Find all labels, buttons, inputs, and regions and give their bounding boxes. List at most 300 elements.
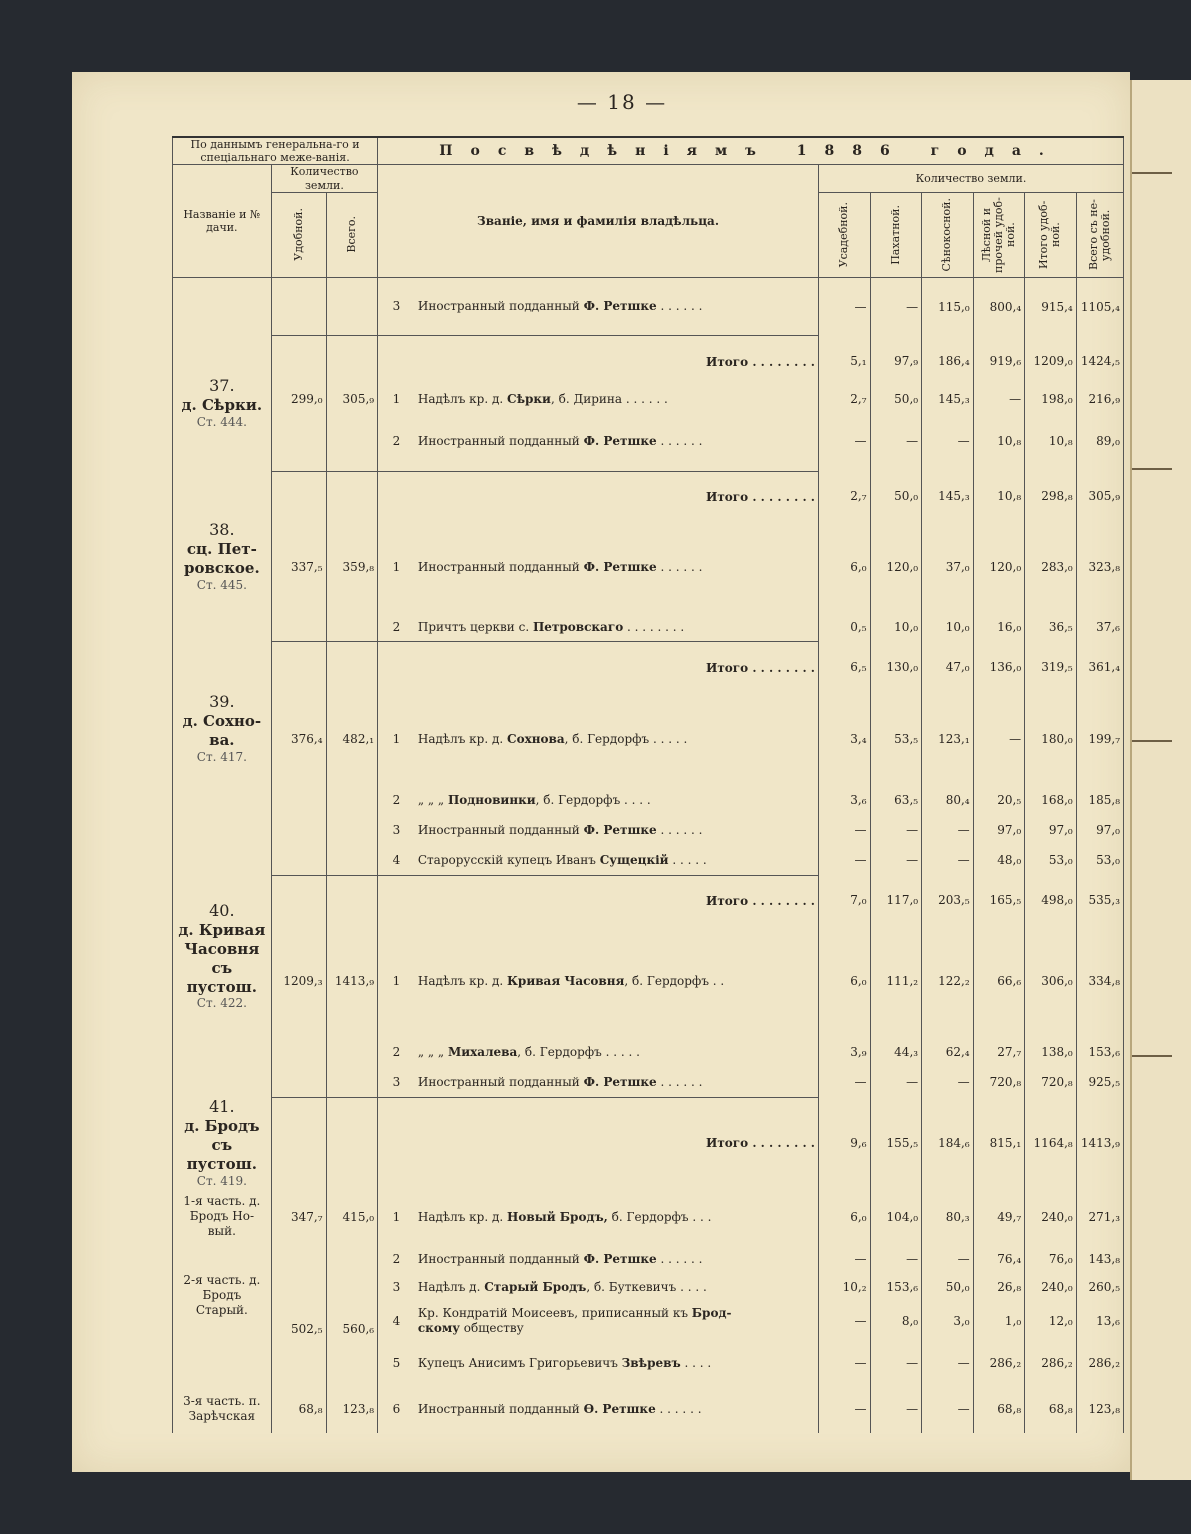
- dacha-name: д. Сохно-ва.: [182, 712, 262, 749]
- owner-text: Иностранный подданный: [417, 1075, 584, 1089]
- value-cell: 283,₀: [1025, 521, 1077, 613]
- header-qty-left: Количество земли.: [271, 165, 377, 192]
- value-cell: 50,₀: [870, 387, 922, 411]
- row-number: 1: [392, 974, 401, 989]
- value-cell: 5,₁: [818, 335, 870, 387]
- dacha-cell: [173, 335, 272, 471]
- value-cell: 27,₇: [973, 1037, 1025, 1067]
- owner-name: Ф. Ретшке: [583, 299, 657, 314]
- dacha-part: 2-я часть. д. Бродъ Старый.: [173, 1273, 272, 1385]
- value-cell: —: [870, 1067, 922, 1097]
- value-cell: 720,₈: [1025, 1067, 1077, 1097]
- area-udobnoy: 502,₅: [271, 1273, 326, 1385]
- dacha-cell: [173, 875, 272, 1037]
- value-cell: —: [818, 845, 870, 875]
- value-cell: —: [818, 277, 870, 335]
- row-number: 4: [392, 1313, 401, 1328]
- value-cell: 89,₀: [1076, 411, 1123, 471]
- empty-cell: [271, 1067, 326, 1097]
- value-cell: —: [818, 1301, 870, 1341]
- total-row: [173, 641, 1124, 693]
- owner-text: , б. Гердорфъ . . . . .: [517, 1045, 640, 1060]
- row-number: [378, 471, 415, 521]
- table-row: [173, 1273, 1124, 1301]
- owner-text: , б. Дирина . . . . . .: [550, 392, 668, 407]
- value-cell: —: [870, 1341, 922, 1385]
- value-cell: 3,₀: [922, 1301, 974, 1341]
- area-vsego: [326, 471, 378, 521]
- header-row-1: [173, 137, 1124, 165]
- area-vsego: [326, 875, 378, 925]
- owner-text: . . . . . .: [655, 1401, 702, 1416]
- value-cell: 919,₆: [973, 335, 1025, 387]
- owner-name: Ф. Ретшке: [583, 434, 657, 448]
- header-col-usadebnoy: Усадебной.: [818, 192, 870, 277]
- dacha-number: 41.: [209, 1097, 235, 1117]
- value-cell: 53,₀: [1025, 845, 1077, 875]
- value-cell: 306,₀: [1025, 925, 1077, 1037]
- value-cell: 153,₆: [1076, 1037, 1123, 1067]
- owner-cell: [415, 387, 819, 411]
- value-cell: 37,₆: [1076, 613, 1123, 641]
- owner-text: Надѣлъ кр. д.: [417, 1209, 508, 1224]
- value-cell: 123,₁: [922, 693, 974, 785]
- value-cell: 198,₀: [1025, 387, 1077, 411]
- header-right-source: Посвѣдѣніямъ 1886 года.: [378, 137, 1124, 165]
- total-row: [173, 875, 1124, 925]
- empty-cell: [173, 1037, 272, 1067]
- value-cell: 10,₈: [973, 471, 1025, 521]
- dacha-name: д. Кривая Часовня съ пустош.: [178, 921, 266, 996]
- value-cell: 10,₂: [818, 1273, 870, 1301]
- owner-text: , б. Буткевичъ . . . .: [586, 1279, 707, 1294]
- header-col-senokosnoy: Сѣнокосной.: [922, 192, 974, 277]
- owner-text: Иностранный подданный: [417, 1251, 584, 1266]
- dacha-cell: [173, 641, 272, 815]
- value-cell: 361,₄: [1076, 641, 1123, 693]
- owner-cell: [415, 1189, 819, 1245]
- value-cell: —: [818, 1245, 870, 1273]
- page-edge-mark: [1132, 468, 1172, 470]
- dacha-ref: Ст. 419.: [196, 1173, 247, 1188]
- value-cell: 10,₈: [1025, 411, 1077, 471]
- header-col-vsego-neudobnoy: Всего съ не-удобной.: [1076, 192, 1123, 277]
- owner-cell: [415, 815, 819, 845]
- owner-text: „ „ „: [417, 793, 448, 808]
- total-label: Итого . . . . . . . .: [415, 1097, 819, 1188]
- table-row: [173, 693, 1124, 785]
- empty-cell: [173, 1067, 272, 1097]
- header-qty-right: Количество земли.: [818, 165, 1123, 192]
- area-udobnoy: [271, 613, 326, 641]
- value-cell: —: [922, 845, 974, 875]
- dacha-ref: Ст. 444.: [196, 415, 247, 430]
- page-edge-mark: [1132, 740, 1172, 742]
- table-row: [173, 277, 1124, 335]
- owner-text: Иностранный подданный: [417, 823, 584, 838]
- dacha-name: сц. Пет-ровское.: [184, 540, 260, 577]
- value-cell: 47,₀: [922, 641, 974, 693]
- total-row: [173, 1097, 1124, 1188]
- area-udobnoy: [271, 641, 326, 693]
- value-cell: 260,₅: [1076, 1273, 1123, 1301]
- value-cell: 10,₈: [973, 411, 1025, 471]
- value-cell: 2,₇: [818, 387, 870, 411]
- empty-cell: [271, 845, 326, 875]
- value-cell: 62,₄: [922, 1037, 974, 1067]
- owner-text: , б. Гердорфъ . .: [624, 974, 725, 989]
- dacha-number: 37.: [209, 376, 235, 396]
- value-cell: 165,₅: [973, 875, 1025, 925]
- dacha-ref: Ст. 422.: [196, 996, 247, 1011]
- value-cell: 915,₄: [1025, 277, 1077, 335]
- value-cell: 53,₅: [870, 693, 922, 785]
- owner-cell: [415, 925, 819, 1037]
- value-cell: 535,₃: [1076, 875, 1123, 925]
- value-cell: 319,₅: [1025, 641, 1077, 693]
- area-udobnoy: [271, 335, 326, 387]
- value-cell: 286,₂: [1076, 1341, 1123, 1385]
- owner-text: . . . . . .: [656, 560, 703, 575]
- value-cell: 136,₀: [973, 641, 1025, 693]
- value-cell: 63,₅: [870, 785, 922, 815]
- owner-name: Подновинки: [447, 793, 536, 808]
- owner-name: скому: [417, 1320, 460, 1335]
- area-vsego: 359,₈: [326, 521, 378, 613]
- value-cell: —: [973, 387, 1025, 411]
- value-cell: —: [818, 1385, 870, 1433]
- value-cell: —: [870, 845, 922, 875]
- value-cell: 50,₀: [870, 471, 922, 521]
- owner-cell: [415, 277, 819, 335]
- owner-text: Иностранный подданный: [417, 560, 584, 575]
- area-udobnoy: [271, 471, 326, 521]
- empty-cell: [271, 1037, 326, 1067]
- value-cell: 1105,₄: [1076, 277, 1123, 335]
- area-vsego: [326, 411, 378, 471]
- area-udobnoy: [271, 875, 326, 925]
- value-cell: 80,₄: [922, 785, 974, 815]
- area-udobnoy: [271, 785, 326, 815]
- header-row-2: [173, 165, 1124, 192]
- value-cell: 122,₂: [922, 925, 974, 1037]
- page-number: — 18 —: [576, 90, 668, 114]
- owner-name: Брод-: [691, 1306, 732, 1321]
- owner-text: Надѣлъ кр. д.: [417, 732, 508, 747]
- empty-cell: [326, 815, 378, 845]
- row-number: 3: [392, 823, 401, 838]
- dacha-name: д. Бродъ съ пустош.: [184, 1117, 260, 1173]
- total-label: Итого . . . . . . . .: [415, 641, 819, 693]
- value-cell: 111,₂: [870, 925, 922, 1037]
- owner-text: , б. Гердорфъ . . . .: [535, 793, 651, 808]
- owner-cell: [415, 1245, 819, 1273]
- dacha-number: 40.: [209, 901, 235, 921]
- value-cell: 76,₄: [973, 1245, 1025, 1273]
- value-cell: 815,₁: [973, 1097, 1025, 1188]
- owner-cell: [415, 411, 819, 471]
- value-cell: 334,₈: [1076, 925, 1123, 1037]
- header-name-no: Названіе и № дачи.: [173, 165, 272, 277]
- row-number: 6: [392, 1401, 401, 1416]
- owner-text: . . . . . .: [656, 434, 703, 448]
- table-row: [173, 1189, 1124, 1245]
- value-cell: 0,₅: [818, 613, 870, 641]
- empty-cell: [173, 845, 272, 875]
- value-cell: —: [870, 1245, 922, 1273]
- value-cell: —: [922, 1341, 974, 1385]
- owner-text: Купецъ Анисимъ Григорьевичъ: [417, 1355, 622, 1370]
- value-cell: 115,₀: [922, 277, 974, 335]
- area-udobnoy: 376,₄: [271, 693, 326, 785]
- value-cell: —: [818, 815, 870, 845]
- owner-text: , б. Гердорфъ . . . . .: [564, 732, 688, 747]
- value-cell: 305,₉: [1076, 471, 1123, 521]
- value-cell: —: [922, 1385, 974, 1433]
- empty-cell: [326, 1037, 378, 1067]
- value-cell: —: [870, 815, 922, 845]
- empty-cell: [326, 845, 378, 875]
- area-vsego: 1413,₉: [326, 925, 378, 1037]
- value-cell: 3,₄: [818, 693, 870, 785]
- empty-cell: [326, 1245, 378, 1273]
- value-cell: 240,₀: [1025, 1189, 1077, 1245]
- area-udobnoy: 299,₀: [271, 387, 326, 411]
- owner-text: Надѣлъ кр. д.: [417, 392, 508, 407]
- value-cell: —: [922, 815, 974, 845]
- area-udobnoy: 68,₈: [271, 1385, 326, 1433]
- value-cell: 145,₃: [922, 387, 974, 411]
- dacha-part: 1-я часть. д. Бродъ Но-вый.: [173, 1189, 272, 1245]
- owner-cell: [415, 1301, 819, 1341]
- value-cell: 184,₆: [922, 1097, 974, 1188]
- table-row: [173, 1037, 1124, 1067]
- value-cell: 1164,₈: [1025, 1097, 1077, 1188]
- row-number: 2: [392, 620, 401, 634]
- row-number: 1: [392, 732, 401, 747]
- owner-name: Звѣревъ: [621, 1355, 681, 1370]
- value-cell: 145,₃: [922, 471, 974, 521]
- value-cell: 97,₀: [1025, 815, 1077, 845]
- owner-cell: [415, 1385, 819, 1433]
- value-cell: 10,₀: [922, 613, 974, 641]
- owner-text: Надѣлъ д.: [417, 1279, 485, 1294]
- owner-text: . . . .: [680, 1355, 712, 1370]
- table-row: [173, 521, 1124, 613]
- empty-cell: [173, 277, 272, 335]
- value-cell: —: [922, 1245, 974, 1273]
- owner-name: Старый Бродъ: [484, 1279, 587, 1294]
- value-cell: 97,₀: [973, 815, 1025, 845]
- dacha-part: 3-я часть. п. Зарѣчская: [173, 1385, 272, 1433]
- owner-name: Петровскаго: [532, 620, 624, 634]
- total-label: Итого . . . . . . . .: [415, 875, 819, 925]
- value-cell: 203,₅: [922, 875, 974, 925]
- value-cell: 498,₀: [1025, 875, 1077, 925]
- owner-text: . . . . .: [668, 853, 707, 867]
- owner-cell: [415, 1037, 819, 1067]
- value-cell: 120,₀: [973, 521, 1025, 613]
- value-cell: 48,₀: [973, 845, 1025, 875]
- owner-text: . . . . . .: [656, 299, 703, 314]
- page-edge-mark: [1132, 1055, 1172, 1057]
- owner-name: Сущецкій: [599, 853, 669, 867]
- owner-text: б. Гердорфъ . . .: [607, 1209, 712, 1224]
- row-number: 3: [378, 277, 415, 335]
- empty-cell: [271, 1245, 326, 1273]
- value-cell: —: [818, 1341, 870, 1385]
- value-cell: 68,₈: [1025, 1385, 1077, 1433]
- value-cell: 6,₀: [818, 521, 870, 613]
- owner-cell: [415, 1341, 819, 1385]
- area-vsego: [326, 1097, 378, 1188]
- value-cell: 44,₃: [870, 1037, 922, 1067]
- table-row: [173, 1385, 1124, 1433]
- row-number: [378, 875, 415, 925]
- row-number: 2: [392, 1251, 401, 1266]
- header-col-itogo: Итого удоб-ной.: [1025, 192, 1077, 277]
- area-vsego: 123,₈: [326, 1385, 378, 1433]
- value-cell: 800,₄: [973, 277, 1025, 335]
- header-owner: Званіе, имя и фамилія владѣльца.: [378, 165, 819, 277]
- owner-text: обществу: [459, 1320, 524, 1335]
- value-cell: 68,₈: [973, 1385, 1025, 1433]
- value-cell: 2,₇: [818, 471, 870, 521]
- empty-cell: [271, 815, 326, 845]
- table-row: [173, 925, 1124, 1037]
- owner-text: Причтъ церкви с.: [417, 620, 533, 634]
- value-cell: 10,₀: [870, 613, 922, 641]
- value-cell: 199,₇: [1076, 693, 1123, 785]
- value-cell: 6,₀: [818, 1189, 870, 1245]
- value-cell: 3,₉: [818, 1037, 870, 1067]
- dacha-cell: [173, 471, 272, 641]
- row-number: 4: [392, 853, 401, 867]
- table-row: [173, 845, 1124, 875]
- value-cell: 168,₀: [1025, 785, 1077, 815]
- value-cell: 298,₈: [1025, 471, 1077, 521]
- value-cell: 80,₃: [922, 1189, 974, 1245]
- dacha-cell: [173, 1097, 272, 1188]
- owner-text: . . . . . .: [656, 823, 703, 838]
- owner-cell: [415, 693, 819, 785]
- header-vsego: Всего.: [326, 192, 378, 277]
- dacha-number: 38.: [209, 520, 235, 539]
- row-number: 2: [392, 793, 401, 808]
- owner-text: . . . . . .: [656, 1075, 703, 1089]
- owner-text: . . . . . .: [656, 1251, 703, 1266]
- area-udobnoy: [271, 1097, 326, 1188]
- value-cell: 66,₆: [973, 925, 1025, 1037]
- value-cell: 104,₀: [870, 1189, 922, 1245]
- value-cell: 97,₀: [1076, 815, 1123, 845]
- empty-cell: [173, 815, 272, 845]
- value-cell: —: [922, 1067, 974, 1097]
- area-vsego: [326, 335, 378, 387]
- area-udobnoy: 337,₅: [271, 521, 326, 613]
- owner-text: Иностранный подданный: [417, 1401, 584, 1416]
- owner-name: Ф. Ретшке: [583, 1075, 657, 1089]
- value-cell: 720,₈: [973, 1067, 1025, 1097]
- value-cell: 7,₀: [818, 875, 870, 925]
- owner-name: Сѣрки: [507, 392, 551, 407]
- value-cell: 36,₅: [1025, 613, 1077, 641]
- value-cell: 117,₀: [870, 875, 922, 925]
- dacha-ref: Ст. 445.: [196, 577, 247, 592]
- row-number: 1: [392, 560, 401, 575]
- value-cell: —: [973, 693, 1025, 785]
- value-cell: 16,₀: [973, 613, 1025, 641]
- value-cell: 120,₀: [870, 521, 922, 613]
- value-cell: —: [818, 411, 870, 471]
- owner-text: Иностранный подданный: [417, 299, 584, 314]
- row-number: 3: [392, 1279, 401, 1294]
- table-row: [173, 613, 1124, 641]
- header-left-source: По даннымъ генеральна-го и спеціальнаго меже-ванія.: [173, 137, 378, 165]
- row-number: 3: [392, 1075, 401, 1089]
- owner-name: Ф. Ретшке: [583, 823, 657, 838]
- land-table: [172, 136, 1124, 1433]
- value-cell: 153,₆: [870, 1273, 922, 1301]
- value-cell: 26,₈: [973, 1273, 1025, 1301]
- owner-name: Ѳ. Ретшке: [583, 1401, 656, 1416]
- value-cell: 76,₀: [1025, 1245, 1077, 1273]
- area-vsego: 415,₀: [326, 1189, 378, 1245]
- value-cell: 8,₀: [870, 1301, 922, 1341]
- value-cell: 1424,₅: [1076, 335, 1123, 387]
- value-cell: 1413,₉: [1076, 1097, 1123, 1188]
- row-number: [378, 641, 415, 693]
- value-cell: 323,₈: [1076, 521, 1123, 613]
- area-udobnoy: [271, 411, 326, 471]
- row-number: 5: [392, 1355, 401, 1370]
- value-cell: 271,₃: [1076, 1189, 1123, 1245]
- value-cell: —: [922, 411, 974, 471]
- owner-name: Ф. Ретшке: [583, 1251, 657, 1266]
- adjacent-page-edge: [1130, 80, 1191, 1480]
- value-cell: 37,₀: [922, 521, 974, 613]
- value-cell: 13,₆: [1076, 1301, 1123, 1341]
- value-cell: —: [870, 411, 922, 471]
- area-udobnoy: 347,₇: [271, 1189, 326, 1245]
- header-col-lesnoy: Лѣсной и прочей удоб-ной.: [973, 192, 1025, 277]
- value-cell: 186,₄: [922, 335, 974, 387]
- area-udobnoy: 1209,₃: [271, 925, 326, 1037]
- area-vsego: 560,₆: [326, 1273, 378, 1385]
- value-cell: 925,₅: [1076, 1067, 1123, 1097]
- owner-name: Кривая Часовня: [507, 974, 625, 989]
- value-cell: —: [818, 1067, 870, 1097]
- total-row: [173, 471, 1124, 521]
- area-vsego: 305,₉: [326, 387, 378, 411]
- value-cell: 1209,₀: [1025, 335, 1077, 387]
- row-number: 1: [392, 1209, 401, 1224]
- owner-text: Надѣлъ кр. д.: [417, 974, 508, 989]
- dacha-number: 39.: [209, 692, 235, 711]
- area-vsego: [326, 785, 378, 815]
- row-number: 2: [392, 434, 401, 448]
- value-cell: 3,₆: [818, 785, 870, 815]
- value-cell: 155,₅: [870, 1097, 922, 1188]
- value-cell: 97,₉: [870, 335, 922, 387]
- value-cell: 143,₈: [1076, 1245, 1123, 1273]
- value-cell: 185,₈: [1076, 785, 1123, 815]
- dacha-name: д. Сѣрки.: [181, 396, 263, 415]
- value-cell: —: [870, 277, 922, 335]
- value-cell: 49,₇: [973, 1189, 1025, 1245]
- table-row: [173, 1245, 1124, 1273]
- owner-text: „ „ „: [417, 1045, 448, 1060]
